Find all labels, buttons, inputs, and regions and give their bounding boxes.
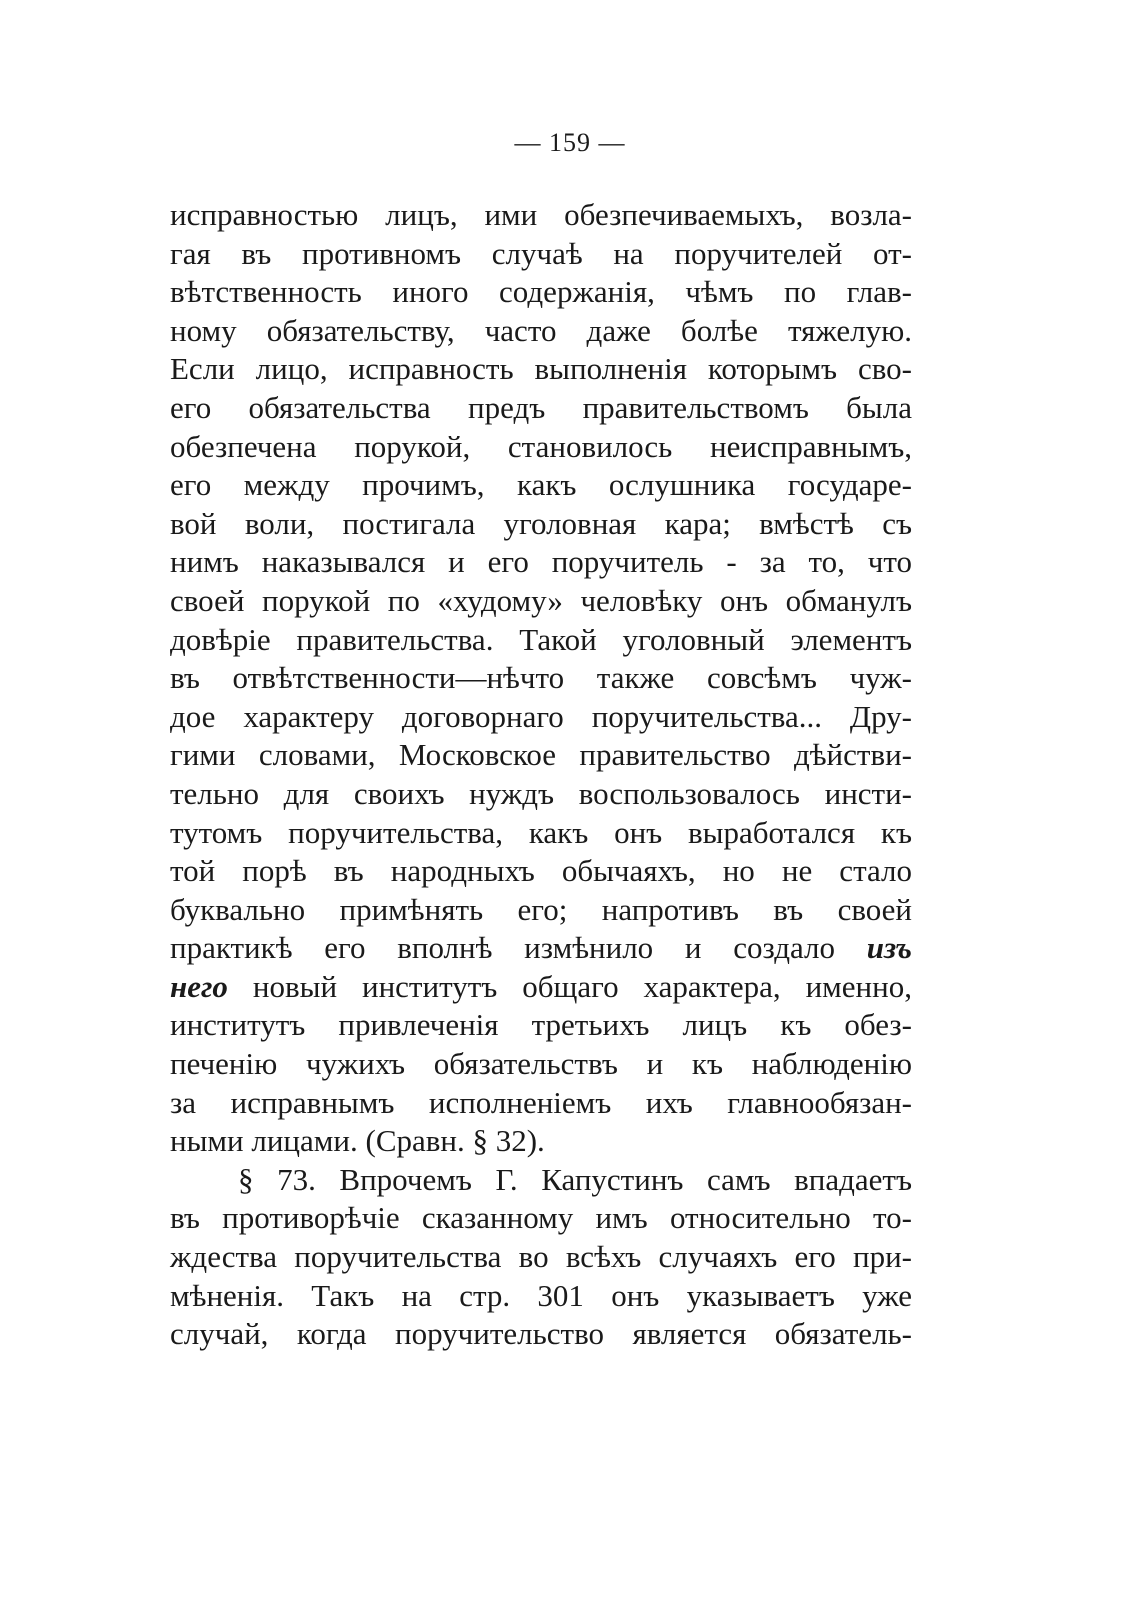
- text-line: вѣтственность иного содержанія, чѣмъ по глав-: [170, 274, 912, 310]
- text-line: печенію чужихъ обязательствъ и къ наблюденію: [170, 1046, 912, 1082]
- text-line: своей порукой по «худому» человѣку онъ обманулъ: [170, 582, 912, 618]
- text-line: [170, 968, 912, 1007]
- text-line: дое характеру договорнаго поручительства... Дру-: [170, 698, 912, 734]
- text-line: ждества поручительства во всѣхъ случаяхъ его при-: [170, 1239, 912, 1275]
- text-line: его обязательства предъ правительствомъ была: [170, 389, 912, 425]
- text-fragment: новый институтъ общаго характера, именно,: [227, 968, 912, 1004]
- italic-word: него: [170, 968, 228, 1004]
- text-line: буквально примѣнять его; напротивъ въ своей: [170, 891, 912, 927]
- text-line: Если лицо, исправность выполненія которымъ сво-: [170, 351, 912, 387]
- text-line: ному обязательству, часто даже болѣе тяжелую.: [170, 312, 912, 348]
- text-line: исправностью лицъ, ими обезпечиваемыхъ, возла-: [170, 197, 912, 232]
- text-line: [170, 929, 912, 968]
- text-fragment: практикѣ его вполнѣ измѣнило и создало: [170, 930, 835, 966]
- italic-word: изъ: [866, 930, 913, 966]
- text-line: той порѣ въ народныхъ обычаяхъ, но не стало: [170, 853, 912, 889]
- text-line: обезпечена порукой, становилось неисправнымъ,: [170, 428, 912, 464]
- page-body: [170, 196, 912, 1354]
- text-line: институтъ привлеченія третьихъ лицъ къ обез-: [170, 1007, 912, 1043]
- text-line: нимъ наказывался и его поручитель - за то, что: [170, 544, 912, 580]
- text-line: въ отвѣтственности—нѣчто также совсѣмъ чуж-: [170, 660, 912, 696]
- text-line: случай, когда поручительство является обязатель-: [170, 1316, 912, 1352]
- text-line: его между прочимъ, какъ ослушника государе-: [170, 467, 912, 503]
- text-line: § 73. Впрочемъ Г. Капустинъ самъ впадаетъ: [238, 1161, 912, 1197]
- page-number: — 159 —: [514, 128, 626, 157]
- text-line: вой воли, постигала уголовная кара; вмѣстѣ съ: [170, 505, 912, 541]
- text-line: гими словами, Московское правительство дѣйстви-: [170, 737, 912, 773]
- text-line: тельно для своихъ нуждъ воспользовалось инсти-: [170, 775, 912, 811]
- text-line: довѣріе правительства. Такой уголовный элементъ: [170, 621, 912, 657]
- text-line: въ противорѣчіе сказанному имъ относительно то-: [170, 1200, 912, 1236]
- text-line: мѣненія. Такъ на стр. 301 онъ указываетъ уже: [170, 1277, 912, 1313]
- text-line: тутомъ поручительства, какъ онъ выработался къ: [170, 814, 912, 850]
- text-line: ными лицами. (Сравн. § 32).: [170, 1123, 545, 1159]
- text-line: гая въ противномъ случаѣ на поручителей от-: [170, 235, 912, 271]
- text-line: за исправнымъ исполненіемъ ихъ главнообязан-: [170, 1084, 912, 1120]
